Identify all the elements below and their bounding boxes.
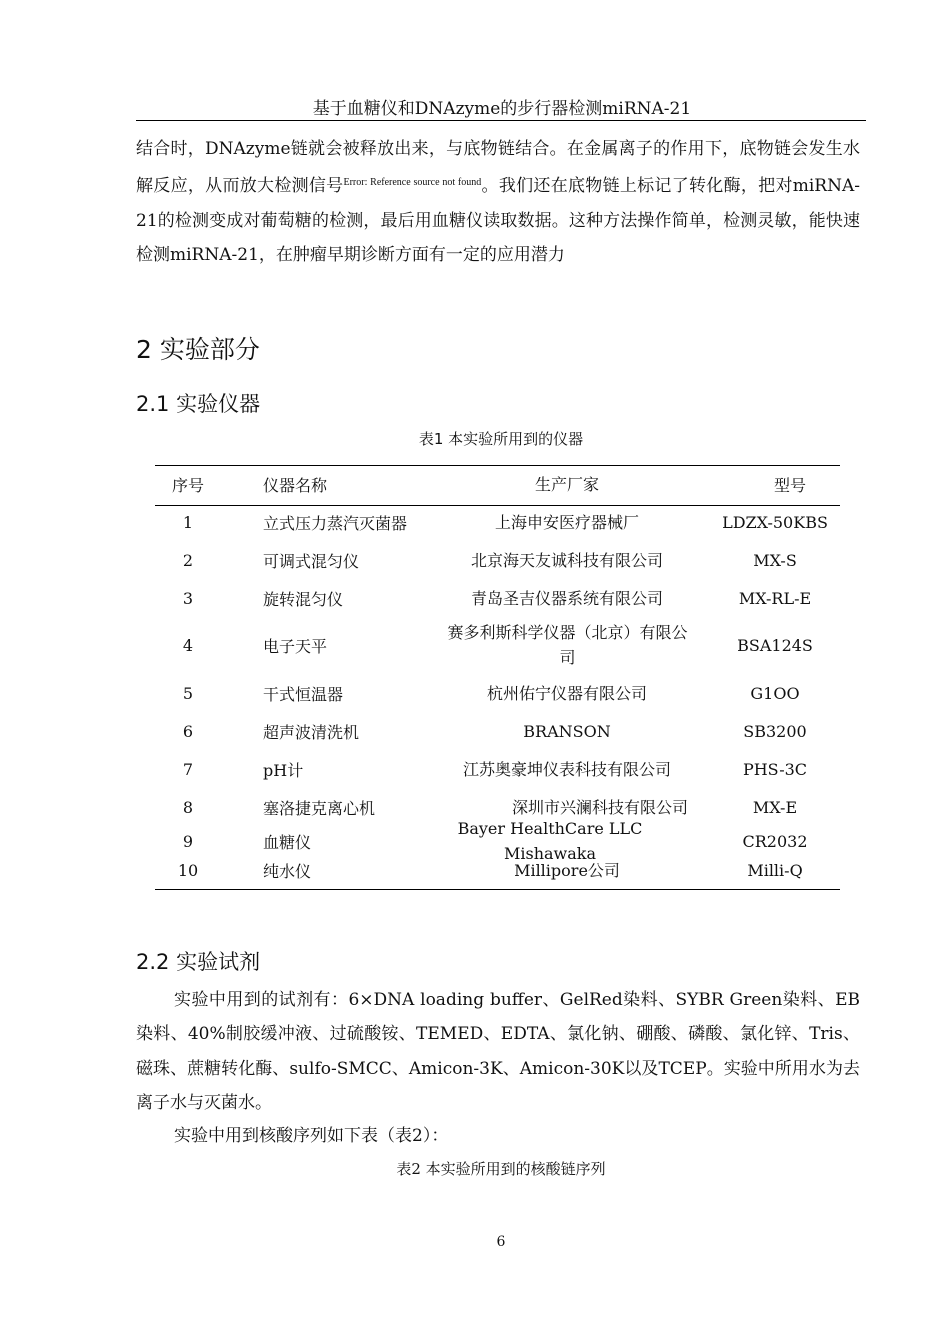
cell-no: 8 xyxy=(182,797,194,817)
cell-name: 可调式混匀仪 xyxy=(263,551,360,571)
cell-name: 血糖仪 xyxy=(263,832,312,852)
cell-no: 1 xyxy=(182,512,194,532)
cell-name: 立式压力蒸汽灭菌器 xyxy=(263,513,408,533)
header-model: 型号 xyxy=(773,475,806,495)
reference-error: Error: Reference source not found xyxy=(343,177,482,189)
section-2-1-heading: 2.1 实验仪器 xyxy=(136,392,261,416)
table2-intro-paragraph: 实验中用到核酸序列如下表（表2）： xyxy=(174,1126,449,1146)
reagents-paragraph: 实验中用到的试剂有：6×DNA loading buffer、GelRed染料、SYBR Green染料、EB染料、40%制胶缓冲液、过硫酸铵、TEMED、EDTA、氯化钠、硼酸、磷酸、氯化锌、Tris、磁珠、蔗糖转化酶、sulfo-SMCC、Amicon-3K、Amicon-30K以及TCEP。实验中所用水为去离子水与灭菌水。 xyxy=(136,990,860,1113)
cell-maker: BRANSON xyxy=(523,721,611,741)
header-name: 仪器名称 xyxy=(263,475,328,495)
intro-text-2: 。我们还在底物链上标记了转化酶，把对miRNA-21的检测变成对葡萄糖的检测，最后用血糖仪读取数据。这种方法操作简单，检测灵敏，能快速检测miRNA-21，在肿瘤早期诊断方面有一定的应用潜力 xyxy=(136,176,860,265)
cell-no: 7 xyxy=(182,759,194,779)
header-maker: 生产厂家 xyxy=(534,474,599,494)
table-row xyxy=(155,673,840,713)
cell-model: MX-S xyxy=(753,550,797,570)
cell-name: pH计 xyxy=(263,760,304,780)
cell-maker: 青岛圣吉仪器系统有限公司 xyxy=(470,588,663,608)
header-no: 序号 xyxy=(171,475,204,495)
cell-no: 9 xyxy=(182,831,194,851)
cell-model: Milli-Q xyxy=(747,860,803,880)
table1-bottom-rule xyxy=(155,889,840,890)
table-row xyxy=(155,578,840,618)
page-number: 6 xyxy=(496,1234,506,1250)
cell-maker: Bayer HealthCare LLC Mishawaka xyxy=(457,819,643,863)
section-2-2-heading: 2.2 实验试剂 xyxy=(136,950,261,974)
cell-maker: 江苏奥豪坤仪表科技有限公司 xyxy=(462,759,671,779)
cell-name: 纯水仪 xyxy=(263,861,312,881)
cell-no: 10 xyxy=(177,860,199,880)
table1-caption: 表1 本实验所用到的仪器 xyxy=(418,430,584,448)
cell-maker: Millipore公司 xyxy=(514,860,620,880)
cell-name: 干式恒温器 xyxy=(263,684,344,704)
intro-text-1: 结合时，DNAzyme链就会被释放出来，与底物链结合。在金属离子的作用下，底物链会发生水解反应，从而放大检测信号 xyxy=(136,139,860,197)
cell-maker: 深圳市兴澜科技有限公司 xyxy=(511,797,688,817)
cell-maker: 北京海天友诚科技有限公司 xyxy=(470,550,663,570)
cell-no: 5 xyxy=(182,683,194,703)
cell-no: 4 xyxy=(182,635,194,655)
table-row xyxy=(155,620,840,670)
table-row xyxy=(155,749,840,789)
cell-maker: 上海申安医疗器械厂 xyxy=(494,512,639,532)
cell-no: 2 xyxy=(182,550,194,570)
cell-name: 塞洛捷克离心机 xyxy=(263,798,376,818)
cell-model: MX-E xyxy=(752,797,798,817)
table2-caption: 表2 本实验所用到的核酸链序列 xyxy=(396,1160,606,1178)
cell-model: SB3200 xyxy=(743,721,807,741)
cell-model: BSA124S xyxy=(737,635,813,655)
table-row xyxy=(155,540,840,580)
cell-model: LDZX-50KBS xyxy=(722,512,828,532)
section-2-heading: 2 实验部分 xyxy=(136,335,260,364)
table1-header-row xyxy=(155,464,840,504)
cell-model: PHS-3C xyxy=(742,759,808,779)
table-row xyxy=(155,711,840,751)
intro-paragraph xyxy=(136,132,860,272)
cell-name: 电子天平 xyxy=(263,636,328,656)
cell-maker: 杭州佑宁仪器有限公司 xyxy=(486,683,647,703)
cell-no: 6 xyxy=(182,721,194,741)
cell-name: 超声波清洗机 xyxy=(263,722,360,742)
running-header: 基于血糖仪和DNAzyme的步行器检测miRNA-21 xyxy=(312,99,692,119)
cell-no: 3 xyxy=(182,588,194,608)
header-rule xyxy=(136,120,866,121)
cell-maker: 赛多利斯科学仪器（北京）有限公司 xyxy=(447,623,688,667)
table-row xyxy=(155,502,840,542)
cell-model: CR2032 xyxy=(742,831,808,851)
cell-model: G1OO xyxy=(750,683,800,703)
table-row xyxy=(155,850,840,890)
cell-name: 旋转混匀仪 xyxy=(263,589,344,609)
cell-model: MX-RL-E xyxy=(738,588,812,608)
